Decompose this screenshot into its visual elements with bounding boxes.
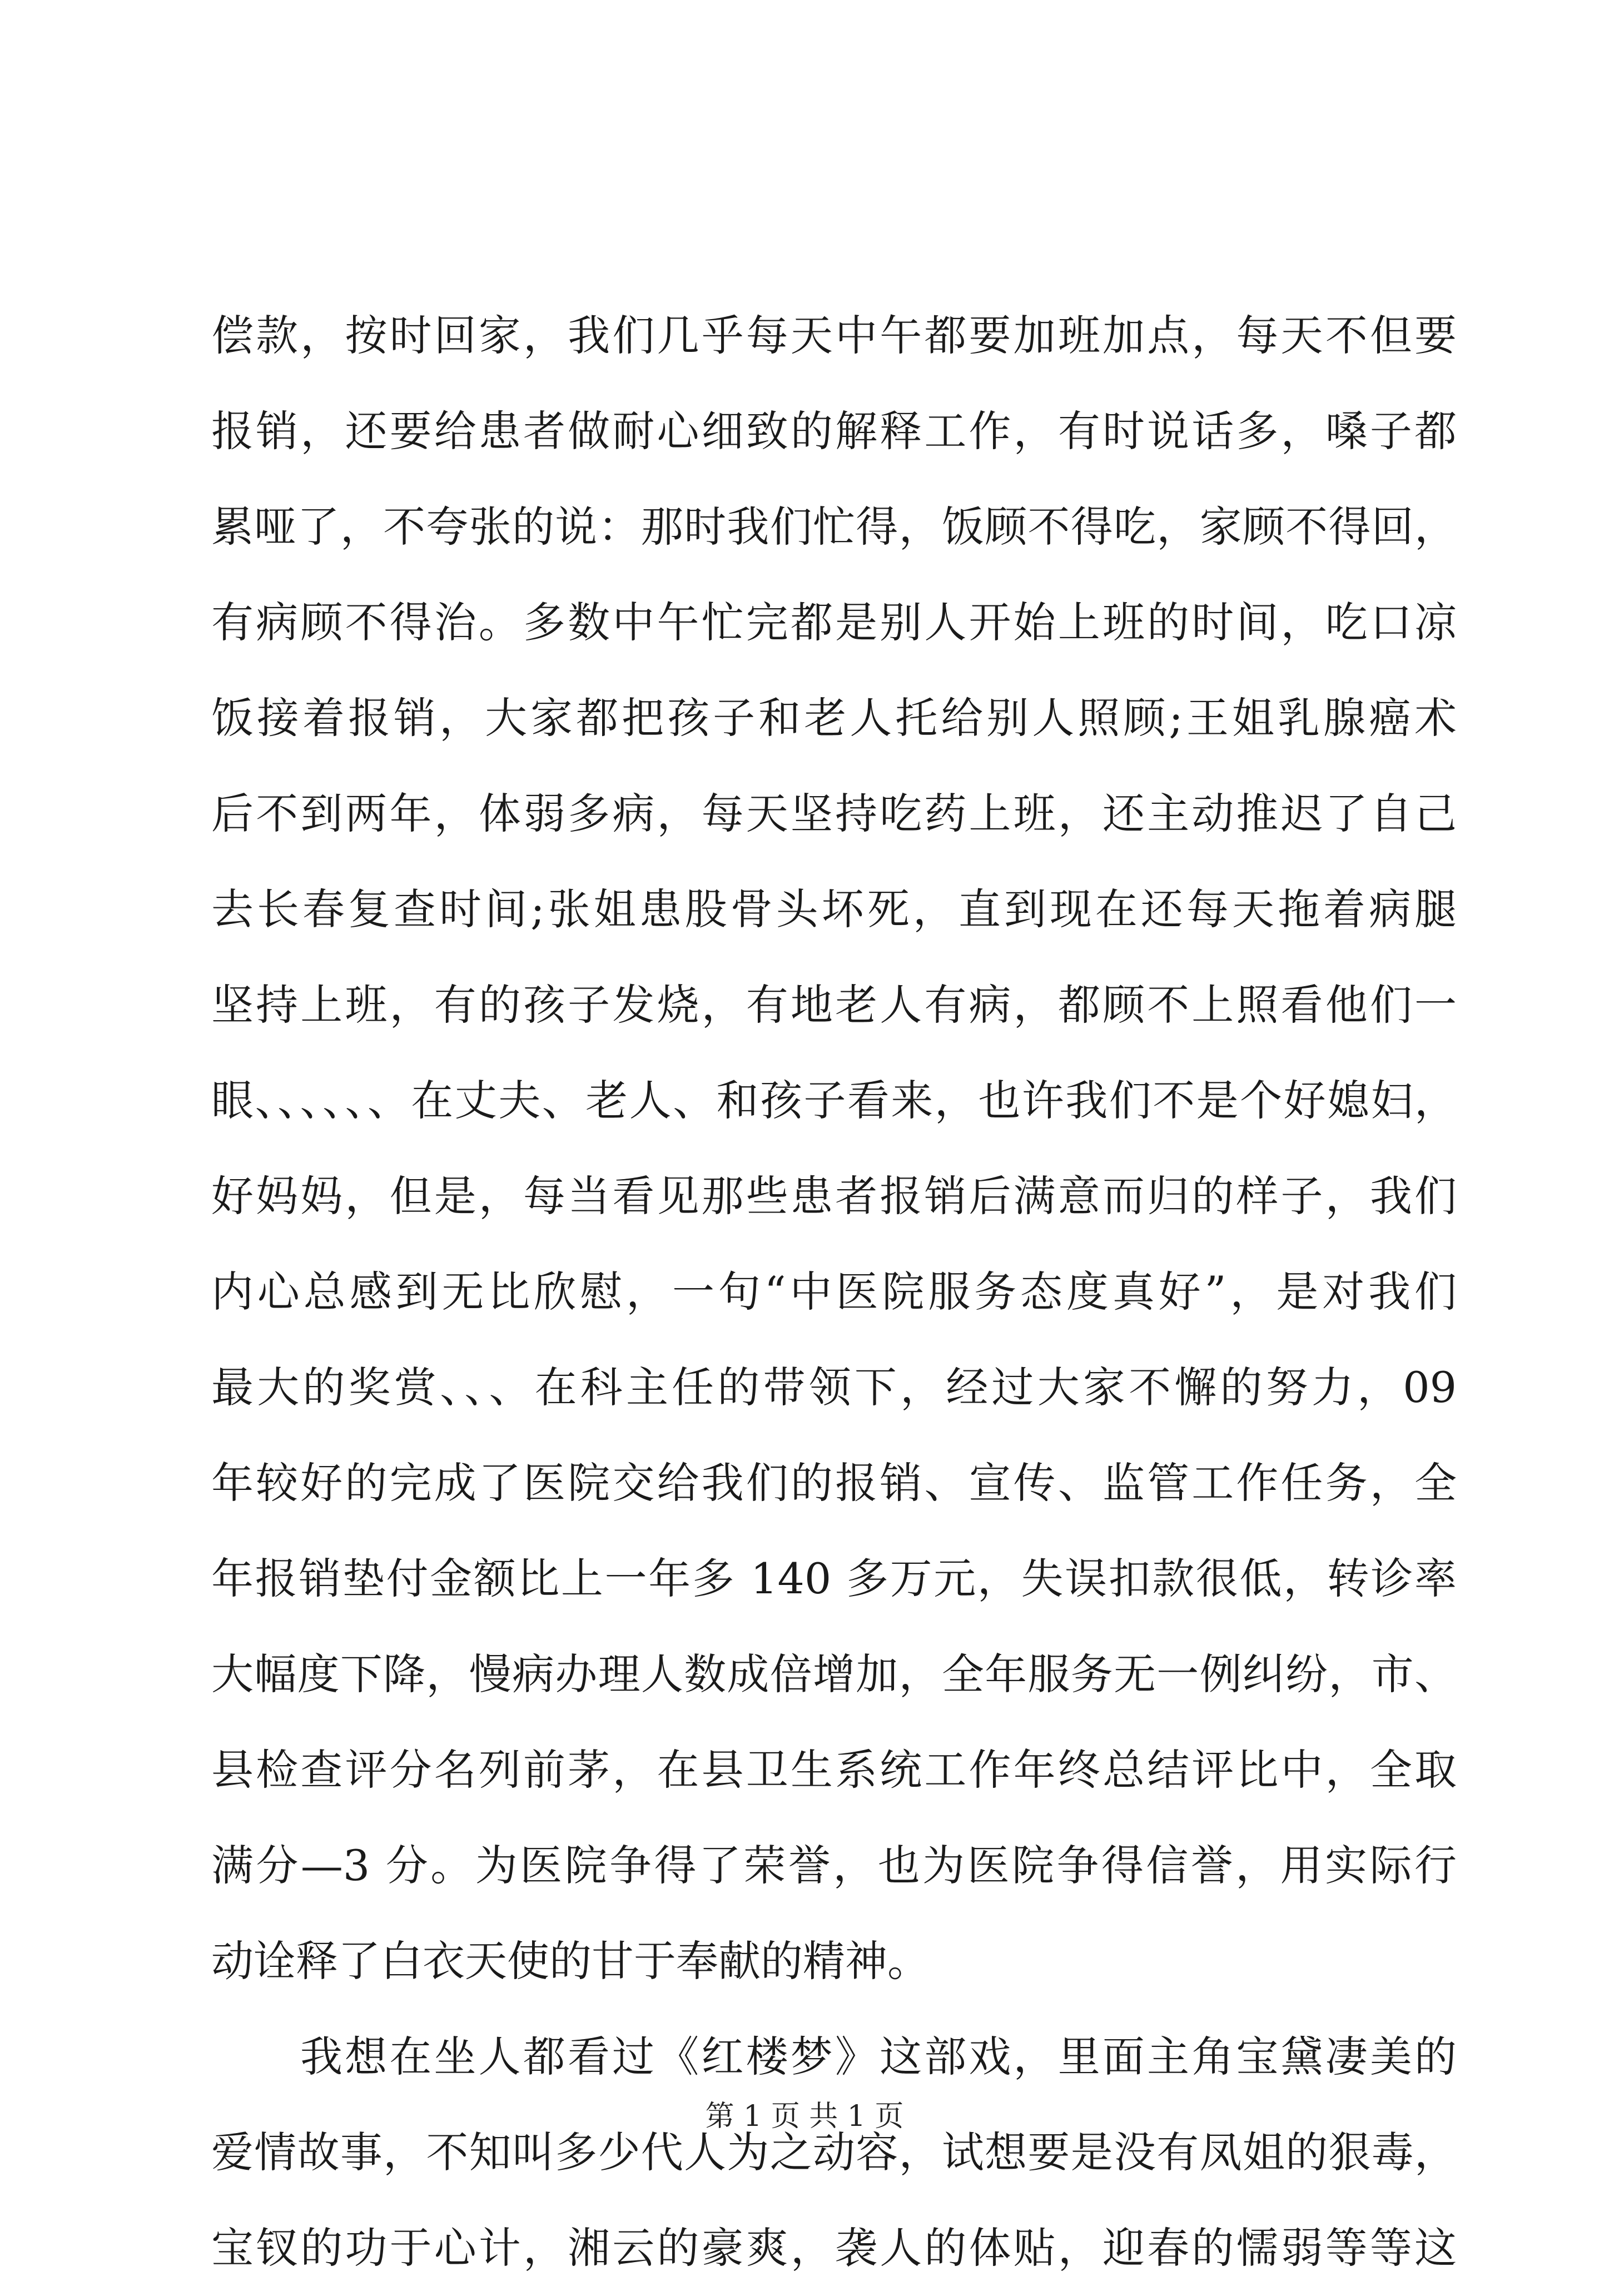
- paragraph-last-line: 动诠释了白衣天使的甘于奉献的精神。: [211, 1936, 930, 1986]
- text-line: 大幅度下降，慢病办理人数成倍增加，全年服务无一例纠纷，市、: [211, 1649, 1457, 1699]
- text-line: 满分—3 分。为医院争得了荣誉，也为医院争得信誉，用实际行: [211, 1841, 1457, 1890]
- text-line: 内心总感到无比欣慰，一句“中医院服务态度真好”，是对我们: [211, 1267, 1457, 1316]
- text-line: 累哑了，不夸张的说：那时我们忙得，饭顾不得吃，家顾不得回，: [211, 502, 1457, 551]
- paragraph-first-line: 我想在坐人都看过《红楼梦》这部戏，里面主角宝黛凄美的: [300, 2032, 1457, 2081]
- text-line: 去长春复查时间;张姐患股骨头坏死，直到现在还每天拖着病腿: [211, 884, 1457, 934]
- text-line: 好妈妈，但是，每当看见那些患者报销后满意而归的样子，我们: [211, 1171, 1457, 1221]
- text-line: 报销，还要给患者做耐心细致的解释工作，有时说话多，嗓子都: [211, 406, 1457, 456]
- text-line: 眼、、、、、、在丈夫、老人、和孩子看来，也许我们不是个好媳妇，: [211, 1076, 1457, 1125]
- text-line: 县检查评分名列前茅，在县卫生系统工作年终总结评比中，全取: [211, 1745, 1457, 1795]
- text-line: 偿款，按时回家，我们几乎每天中午都要加班加点，每天不但要: [211, 311, 1457, 360]
- text-line: 年报销垫付金额比上一年多 140 多万元，失误扣款很低，转诊率: [211, 1554, 1457, 1603]
- text-line: 爱情故事，不知叫多少代人为之动容，试想要是没有凤姐的狠毒，: [211, 2128, 1457, 2177]
- text-line: 坚持上班，有的孩子发烧，有地老人有病，都顾不上照看他们一: [211, 980, 1457, 1030]
- text-line: 宝钗的功于心计，湘云的豪爽，袭人的体贴，迎春的懦弱等等这: [211, 2223, 1457, 2273]
- text-line: 年较好的完成了医院交给我们的报销、宣传、监管工作任务，全: [211, 1458, 1457, 1508]
- text-line: 饭接着报销，大家都把孩子和老人托给别人照顾;王姐乳腺癌术: [211, 693, 1457, 743]
- page-number-footer: 第 1 页 共 1 页: [705, 2100, 904, 2133]
- text-line: 后不到两年，体弱多病，每天坚持吃药上班，还主动推迟了自己: [211, 789, 1457, 838]
- text-line: 最大的奖赏、、、在科主任的带领下，经过大家不懈的努力，09: [211, 1363, 1457, 1412]
- text-line: 有病顾不得治。多数中午忙完都是别人开始上班的时间，吃口凉: [211, 598, 1457, 647]
